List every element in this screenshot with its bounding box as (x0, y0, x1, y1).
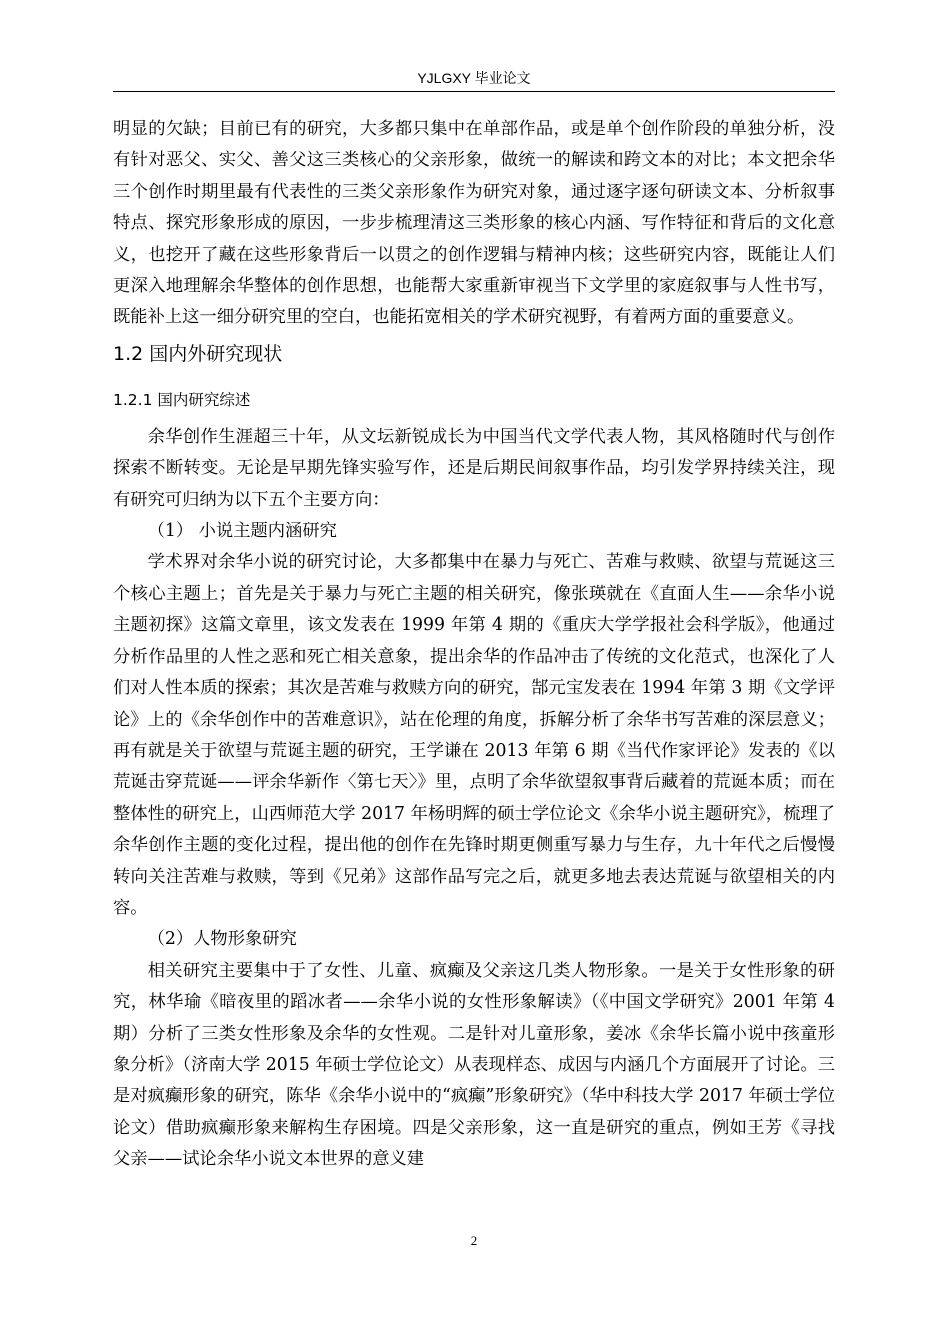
page-number: 2 (470, 1233, 478, 1248)
subsection-heading: 1.2.1 国内研究综述 (113, 390, 251, 409)
running-header: YJLGXY 毕业论文 (417, 70, 531, 86)
page-body (113, 114, 835, 1176)
overview-paragraph: 余华创作生涯超三十年，从文坛新锐成长为中国当代文学代表人物，其风格随时代与创作探索不断转变。无论是早期先锋实验写作，还是后期民间叙事作品，均引发学界持续关注，现有研究可归纳为以下五个主要方向： (113, 426, 835, 510)
header-rule (113, 91, 835, 92)
theme-research-paragraph: 学术界对余华小说的研究讨论，大多都集中在暴力与死亡、苦难与救赎、欲望与荒诞这三个核心主题上；首先是关于暴力与死亡主题的相关研究，像张瑛就在《直面人生——余华小说主题初探》这篇文章里，该文发表在 1999 年第 4 期的《重庆大学学报社会科学版》，他通过分析作品里的人性之恶和死亡相关意象，提出余华的作品冲击了传统的文化范式，也深化了人们对人性本质的探索；其次是苦难与救赎方向的研究，郜元宝发表在 1994 年第 3 期《文学评论》上的《余华创作中的苦难意识》，站在伦理的角度，拆解分析了余华书写苦难的深层意义；再有就是关于欲望与荒诞主题的研究，王学谦在 2013 年第 6 期《当代作家评论》发表的《以荒诞击穿荒诞——评余华新作〈第七天〉》里，点明了余华欲望叙事背后藏着的荒诞本质；而在整体性的研究上，山西师范大学 2017 年杨明辉的硕士学位论文《余华小说主题研究》，梳理了余华创作主题的变化过程，提出他的创作在先锋时期更侧重写暴力与生存，九十年代之后慢慢转向关注苦难与救赎，等到《兄弟》这部作品写完之后，就更多地去表达荒诞与欲望相关的内容。 (113, 552, 835, 918)
list-item-theme-label: （1） 小说主题内涵研究 (147, 521, 337, 542)
list-item-character-label: （2）人物形象研究 (147, 929, 297, 950)
section-heading: 1.2 国内外研究现状 (113, 342, 283, 365)
intro-paragraph: 明显的欠缺；目前已有的研究，大多都只集中在单部作品，或是单个创作阶段的单独分析，没有针对恶父、实父、善父这三类核心的父亲形象，做统一的解读和跨文本的对比；本文把余华三个创作时期里最有代表性的三类父亲形象作为研究对象，通过逐字逐句研读文本、分析叙事特点、探究形象形成的原因，一步步梳理清这三类形象的核心内涵、写作特征和背后的文化意义，也挖开了藏在这些形象背后一以贯之的创作逻辑与精神内核；这些研究内容，既能让人们更深入地理解余华整体的创作思想，也能帮大家重新审视当下文学里的家庭叙事与人性书写，既能补上这一细分研究里的空白，也能拓宽相关的学术研究视野，有着两方面的重要意义。 (113, 119, 835, 328)
character-research-paragraph: 相关研究主要集中于了女性、儿童、疯癫及父亲这几类人物形象。一是关于女性形象的研究，林华瑜《暗夜里的蹈冰者——余华小说的女性形象解读》（《中国文学研究》2001 年第 4 期）分析了三类女性形象及余华的女性观。二是针对儿童形象，姜冰《余华长篇小说中孩童形象分析》（济南大学 2015 年硕士学位论文）从表现样态、成因与内涵几个方面展开了讨论。三是对疯癫形象的研究，陈华《余华小说中的“疯癫”形象研究》（华中科技大学 2017 年硕士学位论文）借助疯癫形象来解构生存困境。四是父亲形象，这一直是研究的重点，例如王芳《寻找父亲——试论余华小说文本世界的意义建 (113, 960, 835, 1170)
